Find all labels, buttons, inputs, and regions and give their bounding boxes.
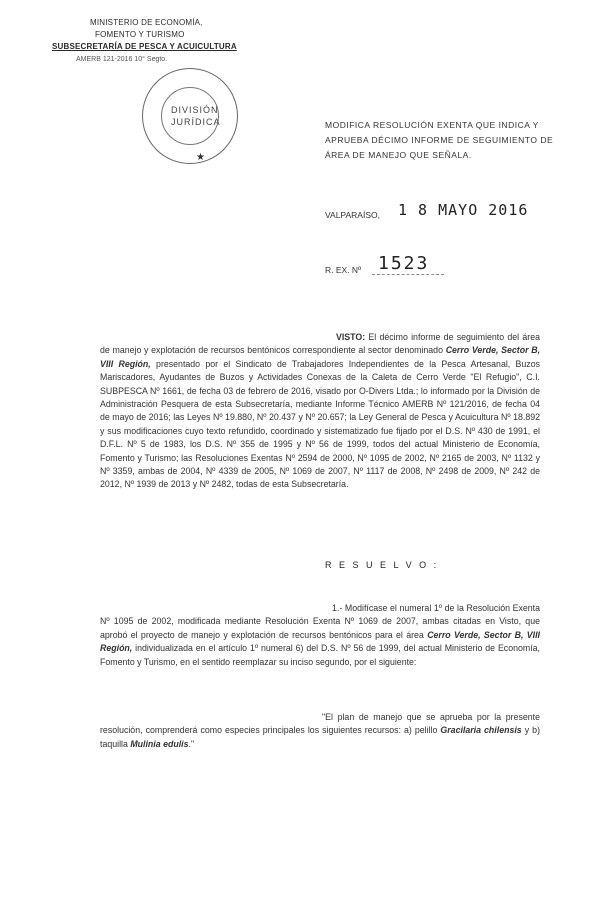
subject-line-1: MODIFICA RESOLUCIÓN EXENTA QUE INDICA Y [325, 120, 539, 130]
visto-text-1: El décimo informe de seguimiento del área de manejo y explotación de recursos bentónicos correspondiente al sector denominado [100, 332, 540, 356]
subject-line-2: APRUEBA DÉCIMO INFORME DE SEGUIMIENTO DE [325, 135, 554, 145]
ministry-name: MINISTERIO DE ECONOMÍA, [90, 18, 203, 27]
quote-text-1: "El plan de manejo que se aprueba por la presente resolución, comprenderá como especies principales los siguientes recursos: a) pelillo [100, 712, 540, 736]
quote-text-3: ." [188, 738, 195, 749]
quote-text-2: y b) taquilla [100, 725, 540, 749]
quoted-paragraph [100, 711, 540, 751]
resolution-label: R. EX. Nº [325, 265, 362, 275]
species-1: Gracilaria chilensis [440, 725, 522, 736]
stamped-date: 1 8 MAYO 2016 [398, 201, 529, 219]
species-2: Mulinia edulis [130, 738, 189, 749]
official-seal [142, 68, 238, 164]
article-1-text-1: 1.- Modifícase el numeral 1º de la Resolución Exenta Nº 1095 de 2002, modificada mediante Resolución Exenta Nº 1069 de 2007, ambas citadas en Visto, que aprobó el proyecto de manejo y explotación de recursos bentónicos para el área [100, 603, 540, 640]
star-icon: ★ [196, 152, 205, 163]
article-1-text-2: individualizada en el artículo 1º numeral 6) del D.S. Nº 56 de 1999, del actual Ministerio de Economía, Fomento y Turismo, en el sentido reemplazar su inciso segundo, por el siguiente: [100, 643, 540, 667]
visto-paragraph [100, 331, 540, 492]
seal-label: DIVISIÓN [171, 105, 219, 115]
city-label: VALPARAÍSO, [325, 210, 380, 220]
resolution-number: 1523 [378, 253, 430, 274]
visto-label: VISTO: [336, 332, 366, 342]
article-1-area: Cerro Verde, Sector B, VIII Región, [100, 629, 540, 654]
ministry-name-line2: FOMENTO Y TURISMO [95, 30, 185, 39]
visto-area: Cerro Verde, Sector B, VIII Región, [100, 345, 541, 369]
subsecretariat-name: SUBSECRETARÍA DE PESCA Y ACUICULTURA [52, 42, 237, 51]
seal-label-line2: JURÍDICA [171, 117, 221, 127]
article-1-paragraph [100, 602, 540, 669]
reference-code: AMERB 121-2016 10° Segto. [76, 56, 168, 63]
resuelvo-heading: R E S U E L V O : [325, 560, 439, 570]
visto-text-2: presentado por el Sindicato de Trabajadores Independientes de la Pesca Artesanal, Buzos Mariscadores, Ayudantes de Buzos y Actividades Conexas de la Caleta de Cerro Verde "El Refugio", C.I. SUBPESCA Nº 1661, de fecha 03 de febrero de 2016, visado por O-Divers Ltda.; lo informado por la División de Administración Pesquera de esta Subsecretaría, mediante Informe Técnico AMERB Nº 121/2016, de fecha 04 de mayo de 2016; las Leyes Nº 19.880, Nº 20.437 y Nº 20.657; la Ley General de Pesca y Acuicultura Nº 18.892 y sus modificaciones cuyo texto refundido, coordinado y sistematizado fue fijado por el D.S. Nº 430 de 1991, el D.F.L. Nº 5 de 1983, los D.S. Nº 355 de 1995 y Nº 56 de 1999, todos del actual Ministerio de Economía, Fomento y Turismo; las Resoluciones Exentas Nº 2594 de 2000, Nº 1095 de 2002, Nº 2165 de 2003, Nº 1132 y Nº 3359, ambas de 2004, Nº 4339 de 2005, Nº 1069 de 2007, Nº 1117 de 2008, Nº 2498 de 2009, Nº 242 de 2012, Nº 1939 de 2013 y Nº 2482, todas de esta Subsecretaría. [100, 358, 540, 490]
subject-line-3: ÁREA DE MANEJO QUE SEÑALA. [325, 150, 472, 160]
number-underline [372, 274, 444, 275]
seal-inner-ring [161, 87, 219, 145]
